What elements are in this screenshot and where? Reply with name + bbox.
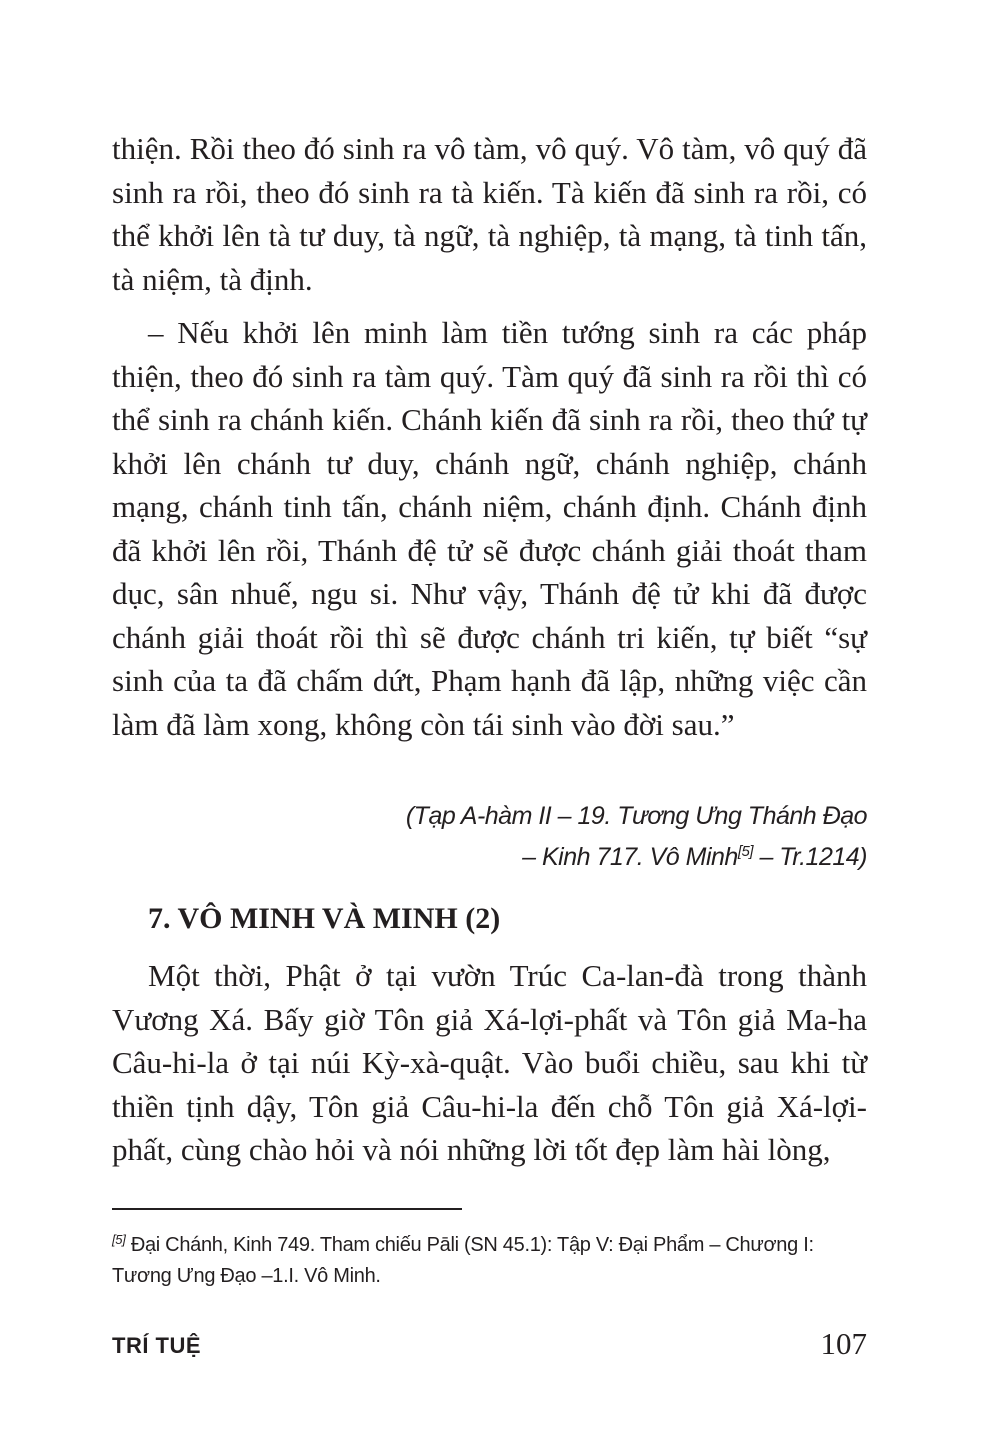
footnote-text: Đại Chánh, Kinh 749. Tham chiếu Pāli (SN 45.1): Tập V: Đại Phẩm – Chương I: Tương Ưng Đạo –1.I. Vô Minh. bbox=[112, 1234, 814, 1287]
page-number: 107 bbox=[820, 1326, 867, 1361]
footnote-marker: [5] bbox=[112, 1232, 126, 1247]
citation-line-2 bbox=[167, 837, 867, 878]
running-head: TRÍ TUỆ bbox=[112, 1333, 202, 1358]
footnote-reference[interactable]: [5] bbox=[737, 843, 753, 860]
body-paragraph-1: thiện. Rồi theo đó sinh ra vô tàm, vô quý. Vô tàm, vô quý đã sinh ra rồi, theo đó sinh ra tà kiến. Tà kiến đã sinh ra rồi, có thể khởi lên tà tư duy, tà ngữ, tà nghiệp, tà mạng, tà tinh tấn, tà niệm, tà định. bbox=[112, 131, 867, 297]
citation-line-2-suffix: – Tr.1214) bbox=[753, 843, 867, 871]
citation-line-2-prefix: – Kinh 717. Vô Minh bbox=[522, 843, 738, 871]
footnote-divider bbox=[112, 1208, 462, 1210]
section-paragraph: Một thời, Phật ở tại vườn Trúc Ca-lan-đà trong thành Vương Xá. Bấy giờ Tôn giả Xá-lợi-phất và Tôn giả Ma-ha Câu-hi-la ở tại núi Kỳ-xà-quật. Vào buổi chiều, sau khi từ thiền tịnh dậy, Tôn giả Câu-hi-la đến chỗ Tôn giả Xá-lợi-phất, cùng chào hỏi và nói những lời tốt đẹp làm hài lòng, bbox=[112, 958, 867, 1167]
citation-line-1: (Tạp A-hàm II – 19. Tương Ưng Thánh Đạo bbox=[405, 802, 867, 830]
body-paragraph-2: – Nếu khởi lên minh làm tiền tướng sinh ra các pháp thiện, theo đó sinh ra tàm quý. Tàm quý đã sinh ra rồi thì có thể sinh ra chánh kiến. Chánh kiến đã sinh ra rồi, theo thứ tự khởi lên chánh tư duy, chánh ngữ, chánh nghiệp, chánh mạng, chánh tinh tấn, chánh niệm, chánh định. Chánh định đã khởi lên rồi, Thánh đệ tử sẽ được chánh giải thoát tham dục, sân nhuế, ngu si. Như vậy, Thánh đệ tử khi đã được chánh giải thoát rồi thì sẽ được chánh tri kiến, tự biết “sự sinh của ta đã chấm dứt, Phạm hạnh đã lập, những việc cần làm đã làm xong, không còn tái sinh vào đời sau.” bbox=[112, 315, 867, 742]
footnote bbox=[112, 1230, 867, 1292]
section-heading: 7. VÔ MINH VÀ MINH (2) bbox=[148, 902, 501, 935]
citation bbox=[167, 796, 867, 878]
